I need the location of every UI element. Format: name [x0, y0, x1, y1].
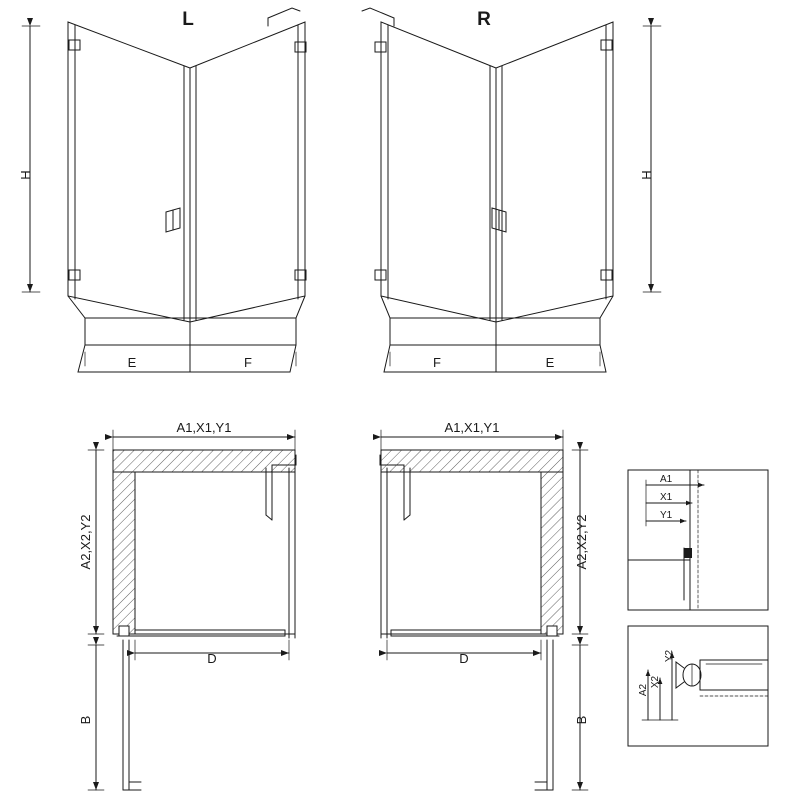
iso-view-right [362, 8, 661, 372]
plan-right-side-dim-label: A2,X2,Y2 [574, 514, 589, 570]
plan-left-top-dim-label: A1,X1,Y1 [176, 420, 232, 435]
plan-left-door-dim-label: B [78, 715, 93, 725]
detail-top-x1-label: X1 [660, 492, 673, 503]
detail-top-y1-label: Y1 [660, 510, 673, 521]
iso-view-left [22, 8, 306, 372]
iso-right-panel-f-label: F [433, 355, 441, 370]
detail-bottom-y2-label: Y2 [664, 649, 675, 663]
iso-left-label: L [182, 9, 194, 30]
iso-left-panel-f-label: F [244, 355, 252, 370]
iso-left-height-label: H [18, 170, 33, 180]
iso-left-panel-e-label: E [127, 355, 137, 370]
plan-left-side-dim-label: A2,X2,Y2 [78, 514, 93, 570]
detail-bottom-right [628, 626, 768, 746]
detail-top-a1-label: A1 [660, 474, 673, 485]
iso-right-label: R [477, 9, 491, 30]
plan-left-bottom-dim-label: D [207, 651, 217, 666]
detail-top-right [628, 470, 768, 610]
detail-bottom-a2-label: A2 [638, 683, 649, 697]
iso-right-panel-e-label: E [545, 355, 555, 370]
plan-right-door-dim-label: B [574, 715, 589, 725]
plan-right-bottom-dim-label: D [459, 651, 469, 666]
plan-view-right [380, 430, 588, 790]
detail-bottom-x2-label: X2 [650, 675, 661, 689]
iso-right-height-label: H [639, 170, 654, 180]
plan-view-left [88, 430, 296, 790]
plan-right-top-dim-label: A1,X1,Y1 [444, 420, 500, 435]
